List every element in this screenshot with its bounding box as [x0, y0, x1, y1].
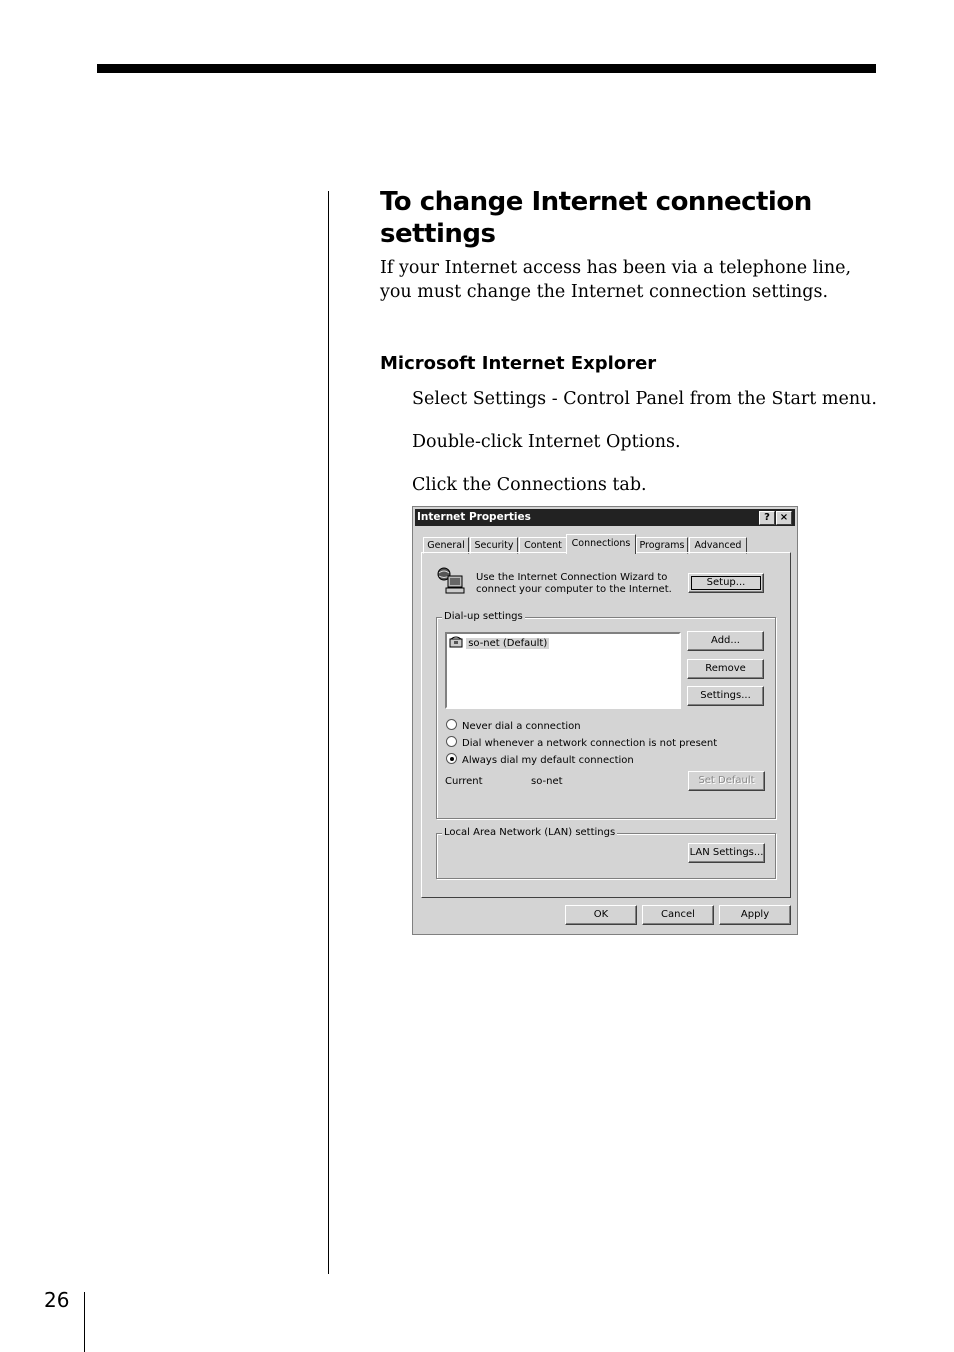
page-title: To change Internet connection settings: [380, 187, 812, 249]
radio-never-dial-indicator[interactable]: [446, 719, 457, 730]
tab-connections[interactable]: Connections: [566, 534, 636, 554]
radio-dial-whenever-label: Dial whenever a network connection is not present: [462, 738, 718, 749]
dialup-legend: Dial-up settings: [444, 611, 523, 622]
radio-always-dial[interactable]: [446, 753, 634, 767]
page-number-rule: [84, 1292, 85, 1352]
current-value: so-net: [531, 776, 563, 787]
wizard-text-line2: connect your computer to the Internet.: [476, 584, 672, 595]
help-button[interactable]: ?: [759, 511, 775, 525]
lan-legend: Local Area Network (LAN) settings: [444, 827, 616, 838]
wizard-text-line1: Use the Internet Connection Wizard to: [476, 572, 668, 583]
radio-dial-whenever[interactable]: [446, 736, 717, 750]
radio-never-dial[interactable]: [446, 719, 581, 733]
connection-name: so-net (Default): [468, 638, 548, 649]
add-button[interactable]: Add...: [687, 631, 764, 651]
margin-rule: [328, 191, 329, 1274]
ok-button[interactable]: OK: [565, 905, 637, 925]
intro-paragraph: If your Internet access has been via a telephone line, you must change the Internet connection settings.: [380, 258, 852, 302]
lan-settings-button[interactable]: LAN Settings...: [688, 843, 765, 863]
page-number: 26: [44, 1288, 70, 1312]
list-item[interactable]: [449, 636, 549, 650]
tab-advanced[interactable]: Advanced: [689, 537, 747, 554]
setup-button[interactable]: Setup...: [688, 573, 764, 593]
cancel-button[interactable]: Cancel: [642, 905, 714, 925]
set-default-button[interactable]: Set Default: [688, 771, 765, 791]
step-3: Click the Connections tab.: [412, 475, 647, 495]
top-rule: [97, 64, 876, 73]
settings-button[interactable]: Settings...: [687, 686, 764, 706]
dialog-title-bar: [415, 509, 795, 526]
connections-list[interactable]: [445, 632, 681, 709]
computer-globe-icon: [436, 567, 466, 595]
close-button[interactable]: ×: [776, 511, 792, 525]
radio-always-dial-indicator[interactable]: [446, 753, 457, 764]
remove-button[interactable]: Remove: [687, 659, 764, 679]
apply-button[interactable]: Apply: [719, 905, 791, 925]
phone-icon: [449, 636, 463, 648]
radio-never-dial-label: Never dial a connection: [462, 721, 581, 732]
internet-properties-dialog: [412, 506, 798, 935]
radio-always-dial-label: Always dial my default connection: [462, 755, 634, 766]
tab-content[interactable]: Content: [519, 537, 567, 554]
step-1: Select Settings - Control Panel from the Start menu.: [412, 389, 877, 409]
radio-dial-whenever-indicator[interactable]: [446, 736, 457, 747]
tab-programs[interactable]: Programs: [636, 537, 688, 554]
connections-panel: [421, 552, 791, 898]
dialog-title: Internet Properties: [417, 511, 531, 523]
section-heading: Microsoft Internet Explorer: [380, 353, 657, 374]
tab-general[interactable]: General: [423, 537, 469, 554]
tab-security[interactable]: Security: [470, 537, 518, 554]
current-label: Current: [445, 776, 483, 787]
step-2: Double-click Internet Options.: [412, 432, 681, 452]
